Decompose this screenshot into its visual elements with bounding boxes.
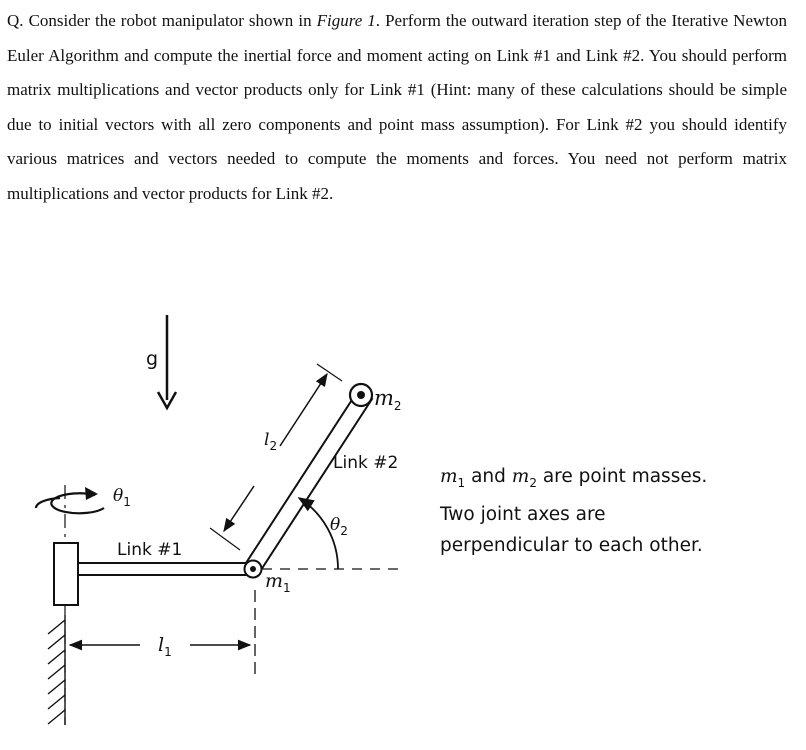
m1-joint — [245, 561, 262, 578]
l2-label: $l_2$ — [264, 430, 278, 453]
base-block — [54, 543, 78, 605]
link2-label: Link #2 — [333, 453, 399, 473]
note-line-1: $m_1$ and $m_2$ are point masses. — [440, 466, 708, 490]
note-line-2: Two joint axes are — [440, 504, 606, 525]
question-text: Q. Consider the robot manipulator shown in Figure 1. Perform the outward iteration step of the Iterative Newton Euler Algorithm and compute the inertial force and moment acting on Link #1 and Link #2. You should perform matrix multiplications and vector products only for Link #1 (Hint: many of these calculations should be simple due to initial vectors with all zero components and point mass assumption). For Link #2 you should identify various matrices and vectors needed to compute the moments and forces. You need not perform matrix multiplications and vector products for Link #2. — [7, 11, 788, 203]
point-mass-note — [440, 461, 780, 561]
link1-label: Link #1 — [117, 540, 183, 560]
m2-label: $m_2$ — [374, 386, 402, 413]
link2-bar — [246, 389, 372, 573]
m1-label: $m_1$ — [265, 570, 291, 595]
link1-bar — [78, 563, 250, 575]
gravity-arrow — [158, 315, 176, 408]
theta2-label: $\theta_2$ — [330, 515, 348, 538]
gravity-label: g — [146, 348, 159, 370]
theta1-rotation-arrow — [36, 487, 104, 513]
theta1-label: $\theta_1$ — [113, 486, 131, 509]
m2-mass — [350, 384, 372, 406]
figure-reference: Figure 1 — [316, 11, 376, 30]
l1-label: $l_1$ — [158, 634, 172, 659]
note-line-3: perpendicular to each other. — [440, 535, 703, 556]
ground-hatch — [48, 615, 65, 725]
